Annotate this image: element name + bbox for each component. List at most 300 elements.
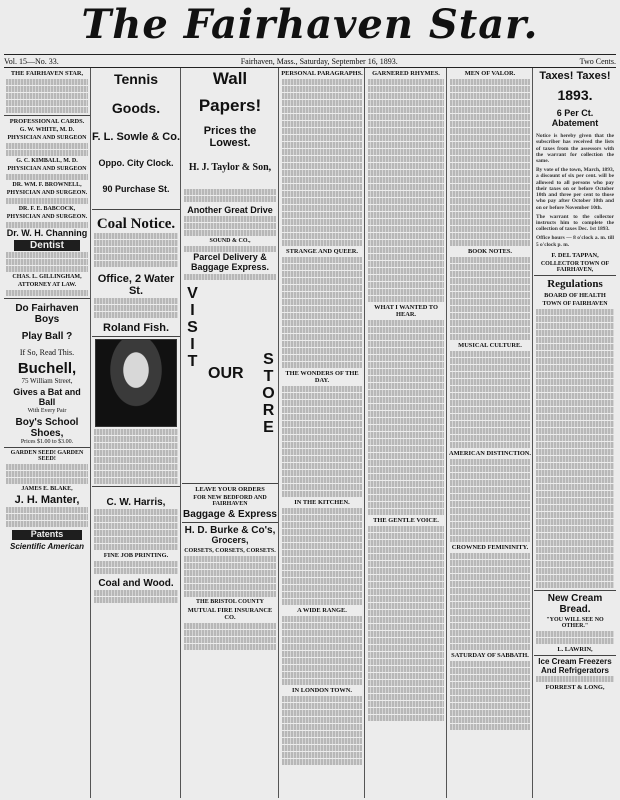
text-line-placeholder [368, 495, 444, 501]
text-line-placeholder [450, 574, 530, 580]
patents-label: Patents [12, 530, 82, 540]
baggage-express: Baggage Express. [190, 262, 270, 273]
ice-cream-freezers: Ice Cream Freezers [538, 656, 612, 666]
dentist-label: Dentist [14, 240, 80, 251]
text-line-placeholder [282, 306, 362, 312]
text-line-placeholder [184, 637, 276, 643]
personal-paragraphs: PERSONAL PARAGRAPHS. [281, 70, 363, 77]
tax-warrant: The warrant to the collector instructs him to complete the collection of taxes Dec. 1st 1893. [536, 213, 614, 233]
text-line-placeholder [368, 425, 444, 431]
text-line-placeholder [368, 460, 444, 466]
divider [92, 486, 180, 487]
text-line-placeholder [368, 275, 444, 281]
text-line-placeholder [282, 710, 362, 716]
text-line-placeholder [450, 299, 530, 305]
text-line-placeholder [368, 582, 444, 588]
text-line-placeholder [536, 631, 614, 637]
text-line-placeholder [94, 516, 178, 522]
text-line-placeholder [184, 570, 276, 576]
sowle-name: F. L. Sowle & Co. [92, 130, 181, 143]
parcel-delivery: Parcel Delivery & [193, 252, 267, 263]
text-line-placeholder [450, 163, 530, 169]
text-line-placeholder [450, 198, 530, 204]
scientific-american: Scientific American [10, 542, 84, 552]
text-line-placeholder [368, 673, 444, 679]
text-line-placeholder [536, 498, 614, 504]
text-line-placeholder [450, 135, 530, 141]
text-line-placeholder [368, 341, 444, 347]
leave-orders: LEAVE YOUR ORDERS [195, 486, 265, 494]
text-line-placeholder [450, 191, 530, 197]
text-line-placeholder [536, 358, 614, 364]
text-line-placeholder [536, 386, 614, 392]
text-line-placeholder [450, 710, 530, 716]
text-line-placeholder [536, 547, 614, 553]
text-line-placeholder [282, 198, 362, 204]
divider [534, 275, 616, 276]
text-line-placeholder [282, 470, 362, 476]
text-line-placeholder [450, 689, 530, 695]
text-line-placeholder [368, 383, 444, 389]
text-line-placeholder [450, 313, 530, 319]
columns [4, 68, 616, 798]
text-line-placeholder [450, 473, 530, 479]
text-line-placeholder [368, 205, 444, 211]
column-6 [448, 68, 533, 798]
collector-title: COLLECTOR TOWN OF FAIRHAVEN, [540, 260, 610, 273]
gentle-voice: THE GENTLE VOICE. [373, 517, 439, 524]
text-line-placeholder [368, 142, 444, 148]
text-line-placeholder [368, 254, 444, 260]
text-line-placeholder [536, 449, 614, 455]
divider [4, 447, 90, 448]
text-line-placeholder [450, 334, 530, 340]
text-line-placeholder [6, 521, 88, 527]
text-line-placeholder [450, 623, 530, 629]
text-line-placeholder [450, 142, 530, 148]
text-line-placeholder [450, 644, 530, 650]
text-line-placeholder [368, 715, 444, 721]
text-line-placeholder [536, 561, 614, 567]
text-line-placeholder [94, 450, 178, 456]
text-line-placeholder [450, 93, 530, 99]
text-line-placeholder [368, 184, 444, 190]
text-line-placeholder [450, 121, 530, 127]
text-line-placeholder [536, 393, 614, 399]
text-line-placeholder [6, 507, 88, 513]
text-line-placeholder [368, 509, 444, 515]
text-line-placeholder [536, 505, 614, 511]
text-line-placeholder [6, 222, 88, 228]
text-line-placeholder [282, 177, 362, 183]
text-line-placeholder [368, 320, 444, 326]
text-line-placeholder [282, 644, 362, 650]
text-line-placeholder [368, 411, 444, 417]
text-line-placeholder [536, 484, 614, 490]
text-line-placeholder [94, 240, 178, 246]
cards-heading: PROFESSIONAL CARDS. [9, 118, 85, 125]
text-line-placeholder [282, 292, 362, 298]
text-line-placeholder [450, 184, 530, 190]
american-distinction: AMERICAN DISTINCTION. [448, 450, 532, 457]
doctor-4-title: PHYSICIAN AND SURGEON. [6, 214, 88, 220]
doctor-2-title: PHYSICIAN AND SURGEON [7, 166, 87, 172]
text-line-placeholder [368, 568, 444, 574]
text-line-placeholder [94, 305, 178, 311]
text-line-placeholder [282, 724, 362, 730]
tennis-heading: Tennis [113, 71, 159, 87]
text-line-placeholder [282, 163, 362, 169]
text-line-placeholder [282, 233, 362, 239]
text-line-placeholder [536, 554, 614, 560]
text-line-placeholder [368, 708, 444, 714]
doctor-2: G. C. KIMBALL, M. D. [16, 158, 78, 164]
text-line-placeholder [282, 564, 362, 570]
text-line-placeholder [282, 731, 362, 737]
text-line-placeholder [450, 703, 530, 709]
masthead [0, 0, 620, 54]
text-line-placeholder [282, 578, 362, 584]
text-line-placeholder [450, 724, 530, 730]
text-line-placeholder [282, 623, 362, 629]
dentist-name: Dr. W. H. Channing [6, 228, 88, 238]
text-line-placeholder [368, 575, 444, 581]
text-line-placeholder [368, 701, 444, 707]
text-line-placeholder [6, 252, 88, 258]
text-line-placeholder [6, 514, 88, 520]
text-line-placeholder [368, 610, 444, 616]
text-line-placeholder [282, 271, 362, 277]
text-line-placeholder [282, 327, 362, 333]
text-line-placeholder [282, 571, 362, 577]
text-line-placeholder [282, 264, 362, 270]
text-line-placeholder [368, 652, 444, 658]
text-line-placeholder [282, 240, 362, 246]
text-line-placeholder [282, 334, 362, 340]
text-line-placeholder [368, 554, 444, 560]
text-line-placeholder [282, 320, 362, 326]
text-line-placeholder [282, 191, 362, 197]
text-line-placeholder [282, 456, 362, 462]
text-line-placeholder [6, 100, 88, 106]
text-line-placeholder [282, 428, 362, 434]
text-line-placeholder [536, 512, 614, 518]
text-line-placeholder [282, 79, 362, 85]
text-line-placeholder [450, 212, 530, 218]
text-line-placeholder [282, 630, 362, 636]
text-line-placeholder [94, 464, 178, 470]
text-line-placeholder [536, 407, 614, 413]
text-line-placeholder [368, 645, 444, 651]
text-line-placeholder [282, 219, 362, 225]
text-line-placeholder [368, 418, 444, 424]
visit-our-store-ad [182, 281, 278, 481]
text-line-placeholder [450, 661, 530, 667]
text-line-placeholder [368, 474, 444, 480]
text-line-placeholder [282, 407, 362, 413]
text-line-placeholder [450, 233, 530, 239]
text-line-placeholder [282, 212, 362, 218]
text-line-placeholder [184, 223, 276, 229]
text-line-placeholder [94, 561, 178, 567]
text-line-placeholder [368, 596, 444, 602]
buchell-store: Buchell, [17, 359, 77, 377]
text-line-placeholder [94, 509, 178, 515]
school-shoes: Boy's School Shoes, [15, 417, 79, 440]
text-line-placeholder [368, 149, 444, 155]
text-line-placeholder [282, 557, 362, 563]
board-of-health: BOARD OF HEALTH [544, 291, 606, 299]
text-line-placeholder [450, 553, 530, 559]
text-line-placeholder [282, 477, 362, 483]
text-line-placeholder [368, 219, 444, 225]
text-line-placeholder [368, 526, 444, 532]
text-line-placeholder [282, 529, 362, 535]
text-line-placeholder [184, 246, 276, 252]
text-line-placeholder [450, 466, 530, 472]
text-line-placeholder [282, 484, 362, 490]
text-line-placeholder [368, 261, 444, 267]
text-line-placeholder [282, 449, 362, 455]
text-line-placeholder [450, 428, 530, 434]
text-line-placeholder [368, 170, 444, 176]
office-address: Office, 2 Water St. [97, 273, 175, 298]
abatement: 6 Per Ct. Abatement [551, 108, 599, 129]
text-line-placeholder [368, 446, 444, 452]
text-line-placeholder [94, 597, 178, 603]
mutual-insurance: MUTUAL FIRE INSURANCE CO. [187, 607, 273, 622]
text-line-placeholder [282, 550, 362, 556]
text-line-placeholder [368, 453, 444, 459]
text-line-placeholder [282, 491, 362, 497]
text-line-placeholder [368, 362, 444, 368]
text-line-placeholder [6, 174, 88, 180]
divider [4, 298, 90, 299]
saturday-of-sabbath: SATURDAY OF SABBATH. [451, 652, 529, 659]
tax-year: 1893. [557, 87, 593, 104]
doctor-4: DR. F. E. BABCOCK, [18, 206, 76, 212]
office-hours: Office hours — 8 o'clock a. m. till 5 o'clock p. m. [536, 235, 614, 248]
text-line-placeholder [282, 393, 362, 399]
text-line-placeholder [368, 334, 444, 340]
text-line-placeholder [368, 348, 444, 354]
text-line-placeholder [450, 682, 530, 688]
text-line-placeholder [450, 278, 530, 284]
men-of-valor: MEN OF VALOR. [464, 70, 516, 77]
text-line-placeholder [450, 358, 530, 364]
in-the-kitchen: IN THE KITCHEN. [294, 499, 350, 506]
job-printing: FINE JOB PRINTING. [103, 552, 169, 560]
text-line-placeholder [6, 266, 88, 272]
text-line-placeholder [450, 257, 530, 263]
text-line-placeholder [184, 630, 276, 636]
text-line-placeholder [282, 543, 362, 549]
text-line-placeholder [282, 536, 362, 542]
with-every-pair: With Every Pair [27, 408, 67, 415]
text-line-placeholder [282, 341, 362, 347]
text-line-placeholder [450, 637, 530, 643]
text-line-placeholder [282, 135, 362, 141]
text-line-placeholder [536, 428, 614, 434]
text-line-placeholder [536, 351, 614, 357]
text-line-placeholder [368, 163, 444, 169]
burke-name: H. D. Burke & Co's, [184, 525, 276, 537]
text-line-placeholder [450, 205, 530, 211]
text-line-placeholder [184, 591, 276, 597]
text-line-placeholder [368, 694, 444, 700]
text-line-placeholder [282, 348, 362, 354]
text-line-placeholder [184, 584, 276, 590]
gives-bat-ball: Gives a Bat and Ball [13, 387, 81, 408]
sound-co: SOUND & CO., [209, 238, 251, 245]
text-line-placeholder [282, 257, 362, 263]
text-line-placeholder [450, 696, 530, 702]
text-line-placeholder [6, 107, 88, 113]
wide-range: A WIDE RANGE. [297, 607, 347, 614]
text-line-placeholder [368, 128, 444, 134]
what-i-wanted-to-hear: WHAT I WANTED TO HEAR. [374, 304, 438, 318]
text-line-placeholder [282, 672, 362, 678]
text-line-placeholder [536, 519, 614, 525]
text-line-placeholder [536, 379, 614, 385]
text-line-placeholder [368, 540, 444, 546]
column-5 [366, 68, 447, 798]
text-line-placeholder [450, 501, 530, 507]
book-notes: BOOK NOTES. [467, 248, 513, 255]
text-line-placeholder [368, 268, 444, 274]
text-line-placeholder [536, 456, 614, 462]
text-line-placeholder [450, 595, 530, 601]
text-line-placeholder [450, 292, 530, 298]
roland-fish: Roland Fish. [103, 322, 169, 335]
great-drive: Another Great Drive [187, 204, 273, 215]
text-line-placeholder [282, 414, 362, 420]
text-line-placeholder [368, 547, 444, 553]
column-2 [92, 68, 181, 798]
text-line-placeholder [282, 759, 362, 765]
play-ball: Play Ball ? [21, 330, 73, 342]
text-line-placeholder [184, 577, 276, 583]
text-line-placeholder [450, 79, 530, 85]
text-line-placeholder [536, 477, 614, 483]
text-line-placeholder [536, 470, 614, 476]
text-line-placeholder [94, 568, 178, 574]
text-line-placeholder [450, 386, 530, 392]
text-line-placeholder [94, 537, 178, 543]
purchase-street: 90 Purchase St. [102, 183, 170, 194]
text-line-placeholder [450, 421, 530, 427]
text-line-placeholder [94, 478, 178, 484]
text-line-placeholder [450, 487, 530, 493]
text-line-placeholder [450, 177, 530, 183]
text-line-placeholder [6, 290, 88, 296]
text-line-placeholder [368, 296, 444, 302]
you-will-see: "YOU WILL SEE NO OTHER." [546, 616, 604, 629]
text-line-placeholder [450, 365, 530, 371]
column-4 [280, 68, 365, 798]
text-line-placeholder [450, 494, 530, 500]
text-line-placeholder [282, 142, 362, 148]
paper-info-heading: THE FAIRHAVEN STAR, [10, 70, 84, 77]
text-line-placeholder [282, 616, 362, 622]
text-line-placeholder [368, 617, 444, 623]
text-line-placeholder [450, 536, 530, 542]
text-line-placeholder [450, 515, 530, 521]
issue-date: Fairhaven, Mass., Saturday, September 16, 1893. [240, 56, 398, 66]
text-line-placeholder [368, 100, 444, 106]
text-line-placeholder [6, 259, 88, 265]
taylor-name: H. J. Taylor & Son, [188, 161, 272, 173]
newspaper-title: The Fairhaven Star. [81, 1, 539, 48]
dateline [4, 54, 616, 68]
text-line-placeholder [184, 563, 276, 569]
text-line-placeholder [368, 432, 444, 438]
text-line-placeholder [450, 327, 530, 333]
city-clock: Oppo. City Clock. [98, 157, 174, 168]
our-word: OUR [208, 365, 244, 383]
text-line-placeholder [536, 365, 614, 371]
text-line-placeholder [368, 86, 444, 92]
text-line-placeholder [450, 219, 530, 225]
refrigerators: And Refrigerators [540, 665, 609, 675]
text-line-placeholder [368, 502, 444, 508]
text-line-placeholder [368, 198, 444, 204]
text-line-placeholder [282, 114, 362, 120]
text-line-placeholder [368, 533, 444, 539]
text-line-placeholder [450, 508, 530, 514]
divider [534, 655, 616, 656]
bristol-county: THE BRISTOL COUNTY [196, 599, 264, 606]
blake-name: JAMES E. BLAKE, [21, 486, 73, 493]
text-line-placeholder [282, 651, 362, 657]
text-line-placeholder [368, 247, 444, 253]
text-line-placeholder [450, 609, 530, 615]
papers-heading: Papers! [198, 95, 262, 115]
text-line-placeholder [94, 544, 178, 550]
text-line-placeholder [536, 463, 614, 469]
text-line-placeholder [368, 481, 444, 487]
lawyer-name: CHAS. L. GILLINGHAM, [12, 273, 82, 280]
text-line-placeholder [282, 658, 362, 664]
text-line-placeholder [282, 703, 362, 709]
text-line-placeholder [368, 624, 444, 630]
text-line-placeholder [94, 436, 178, 442]
text-line-placeholder [536, 372, 614, 378]
text-line-placeholder [94, 261, 178, 267]
text-line-placeholder [450, 114, 530, 120]
text-line-placeholder [450, 156, 530, 162]
text-line-placeholder [536, 526, 614, 532]
text-line-placeholder [94, 471, 178, 477]
text-line-placeholder [368, 404, 444, 410]
text-line-placeholder [368, 659, 444, 665]
price: Two Cents. [579, 56, 616, 66]
text-line-placeholder [536, 676, 614, 682]
text-line-placeholder [450, 529, 530, 535]
text-line-placeholder [450, 271, 530, 277]
column-1 [4, 68, 91, 798]
divider [182, 483, 278, 484]
text-line-placeholder [450, 567, 530, 573]
text-line-placeholder [368, 212, 444, 218]
text-line-placeholder [94, 429, 178, 435]
text-line-placeholder [368, 488, 444, 494]
text-line-placeholder [282, 121, 362, 127]
text-line-placeholder [282, 696, 362, 702]
divider [92, 336, 180, 337]
text-line-placeholder [282, 738, 362, 744]
manter-name: J. H. Manter, [14, 494, 80, 507]
